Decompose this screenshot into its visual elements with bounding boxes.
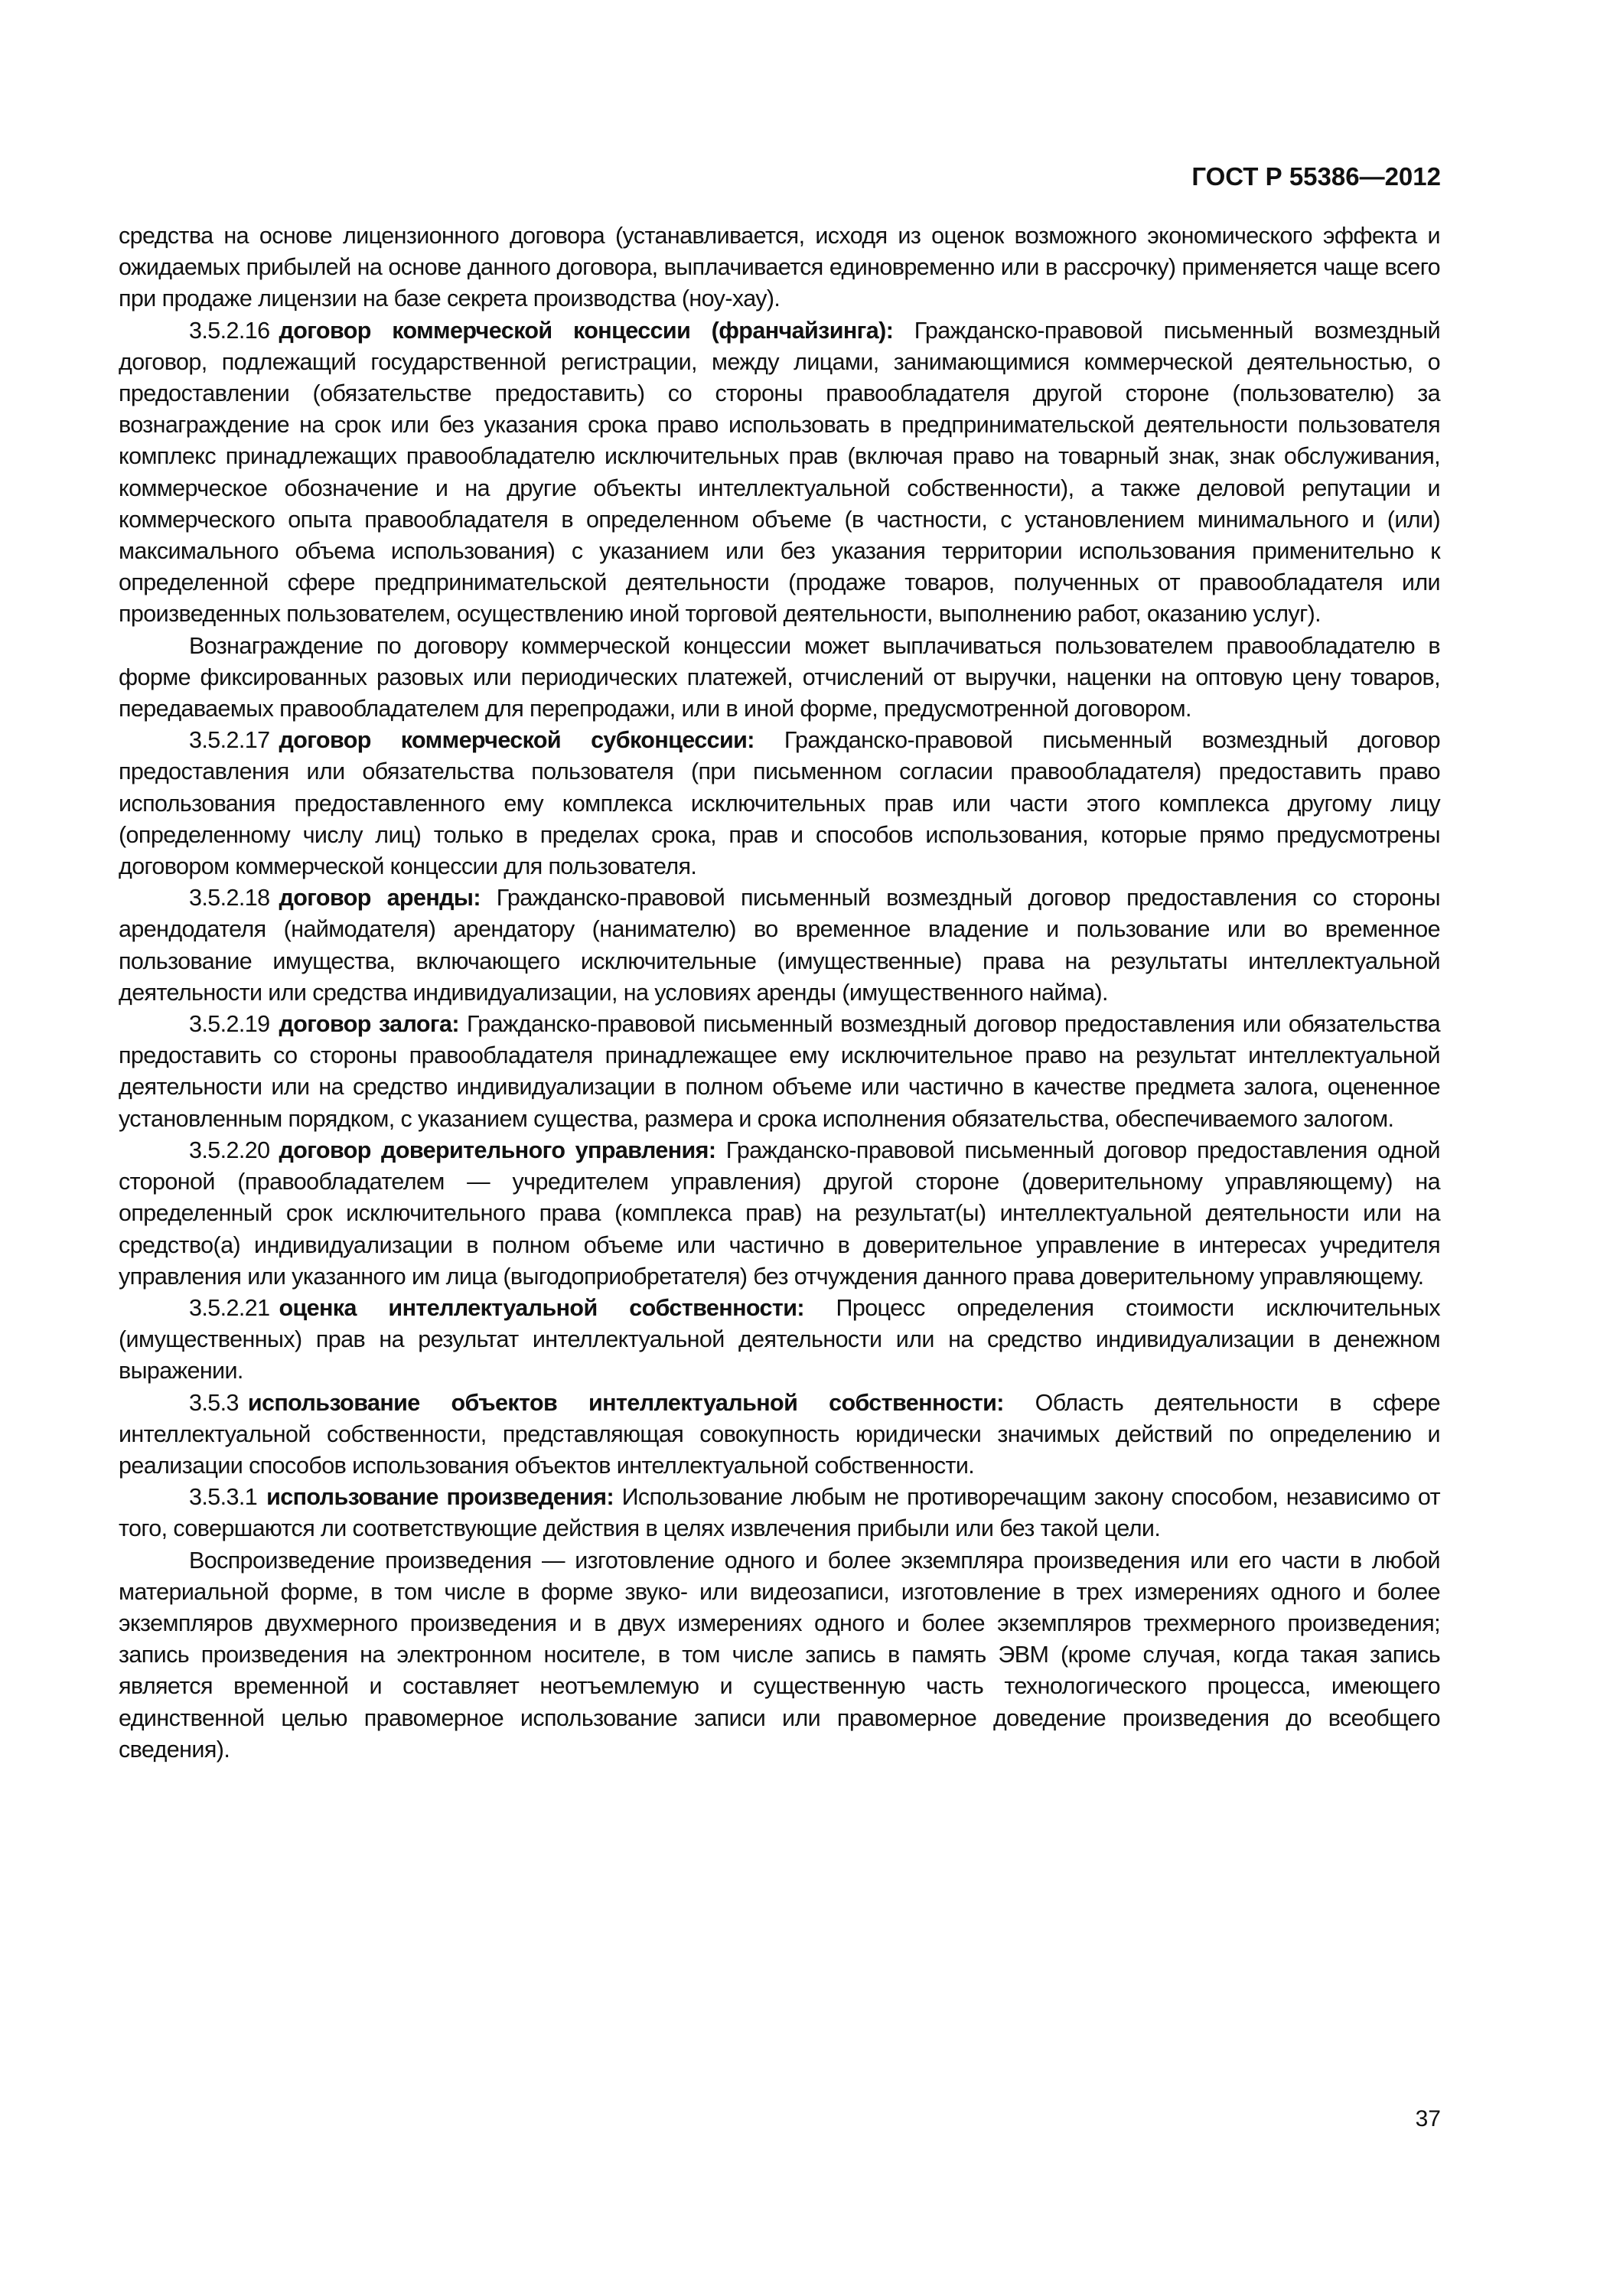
clause-number: 3.5.2.21 (189, 1294, 270, 1321)
clause-number: 3.5.2.17 (189, 727, 270, 754)
defined-term: договор доверительного управления: (279, 1137, 716, 1163)
definition-3-5-2-16 (119, 315, 1440, 631)
paragraph-continuation (119, 220, 1440, 315)
clause-number: 3.5.2.19 (189, 1011, 270, 1038)
paragraph-reproduction (119, 1545, 1440, 1766)
paragraph-text: Вознаграждение по договору коммерческой концессии может выплачиваться пользователем правообладателю в форме фиксированных разовых или периодических платежей, отчислений от выручки, наценки на оптовую цену товаров, передаваемых правообладателем для перепродажи, или в иной форме, предусмотренной договором. (119, 632, 1440, 722)
definition-text: Гражданско-правовой письменный возмездный договор предоставления или обязательства пользователя (при письменном согласии правообладателя) предоставить право использования предоставленного ему комплекса исключительных прав или части этого комплекса другому лицу (определенному числу лиц) только в пределах срока, прав и способов использования, которые прямо предусмотрены договором коммерческой концессии для пользователя. (119, 727, 1440, 880)
definition-text: Гражданско-правовой письменный возмездный договор предоставления или обязательства предоставить со стороны правообладателя принадлежащее ему исключительное право на результат интеллектуальной деятельности или на средство индивидуализации в полном объеме или частично в качестве предмета залога, оцененное установленным порядком, с указанием существа, размера и срока исполнения обязательства, обеспечиваемого залогом. (119, 1011, 1440, 1132)
defined-term: использование объектов интеллектуальной собственности: (247, 1389, 1004, 1416)
page-number: 37 (1415, 2106, 1441, 2131)
definition-3-5-2-18 (119, 882, 1440, 1009)
document-body (119, 220, 1440, 1766)
document-standard-header: ГОСТ Р 55386—2012 (1191, 162, 1441, 191)
definition-text: Использование любым не противоречащим закону способом, независимо от того, совершаются ли соответствующие действия в целях извлечения прибыли или без такой цели. (119, 1484, 1440, 1542)
clause-number: 3.5.3.1 (189, 1484, 258, 1511)
definition-3-5-3 (119, 1388, 1440, 1482)
definition-3-5-2-19 (119, 1009, 1440, 1135)
definition-text: Гражданско-правовой письменный договор предоставления одной стороной (правообладателем — учредителем управления) другой стороне (доверительному управляющему) на определенный срок исключительного права (комплекса прав) на результат(ы) интеллектуальной деятельности или на средство(а) индивидуализации в полном объеме или частично в доверительное управление в интересах учредителя управления или указанного им лица (выгодоприобретателя) без отчуждения данного права доверительному управляющему. (119, 1137, 1440, 1290)
definition-3-5-2-17 (119, 725, 1440, 882)
clause-number: 3.5.2.16 (189, 317, 270, 344)
defined-term: оценка интеллектуальной собственности: (279, 1294, 804, 1321)
paragraph-text: средства на основе лицензионного договора (устанавливается, исходя из оценок возможного экономического эффекта и ожидаемых прибылей на основе данного договора, выплачивается единовременно или в рассрочку) применяется чаще всего при продаже лицензии на базе секрета производства (ноу-хау). (119, 223, 1440, 312)
definition-text: Гражданско-правовой письменный возмездный договор предоставления со стороны арендодателя (наймодателя) арендатору (нанимателю) во временное владение и пользование или во временное пользование имущества, включающего исключительные (имущественные) права на результаты интеллектуальной деятельности или средства индивидуализации, на условиях аренды (имущественного найма). (119, 885, 1440, 1006)
defined-term: использование произведения: (266, 1484, 614, 1511)
paragraph-remuneration (119, 631, 1440, 726)
definition-3-5-2-20 (119, 1135, 1440, 1293)
paragraph-text: Воспроизведение произведения — изготовление одного и более экземпляра произведения или его части в любой материальной форме, в том числе в форме звуко- или видеозаписи, изготовление в трех измерениях одного и более экземпляров двухмерного произведения и в двух измерениях одного и более экземпляров трехмерного произведения; запись произведения на электронном носителе, в том числе запись в память ЭВМ (кроме случая, когда такая запись является временной и составляет неотъемлемую и существенную часть технологического процесса, имеющего единственной целью правомерное использование записи или правомерное доведение произведения до всеобщего сведения). (119, 1547, 1440, 1763)
defined-term: договор коммерческой субконцессии: (279, 727, 754, 754)
defined-term: договор аренды: (279, 885, 481, 912)
defined-term: договор коммерческой концессии (франчайзинга): (279, 317, 894, 344)
definition-3-5-2-21 (119, 1293, 1440, 1388)
defined-term: договор залога: (279, 1011, 459, 1038)
definition-text: Область деятельности в сфере интеллектуальной собственности, представляющая совокупность юридически значимых действий по определению и реализации способов использования объектов интеллектуальной собственности. (119, 1389, 1440, 1479)
clause-number: 3.5.2.20 (189, 1137, 270, 1163)
clause-number: 3.5.3 (189, 1389, 239, 1416)
clause-number: 3.5.2.18 (189, 885, 270, 912)
definition-3-5-3-1 (119, 1482, 1440, 1544)
definition-text: Процесс определения стоимости исключительных (имущественных) прав на результат интеллектуальной деятельности или на средство индивидуализации в денежном выражении. (119, 1294, 1440, 1384)
definition-text: Гражданско-правовой письменный возмездный договор, подлежащий государственной регистрации, между лицами, занимающимися коммерческой деятельностью, о предоставлении (обязательстве предоставить) со стороны правообладателя другой стороне (пользователю) за вознаграждение на срок или без указания срока право использовать в предпринимательской деятельности пользователя комплекс принадлежащих правообладателю исключительных прав (включая право на товарный знак, знак обслуживания, коммерческое обозначение и на другие объекты интеллектуальной собственности), а также деловой репутации и коммерческого опыта правообладателя в определенном объеме (в частности, с установлением минимального и (или) максимального объема использования) с указанием или без указания территории использования применительно к определенной сфере предпринимательской деятельности (продаже товаров, полученных от правообладателя или произведенных пользователем, осуществлению иной торговой деятельности, выполнению работ, оказанию услуг). (119, 317, 1441, 628)
